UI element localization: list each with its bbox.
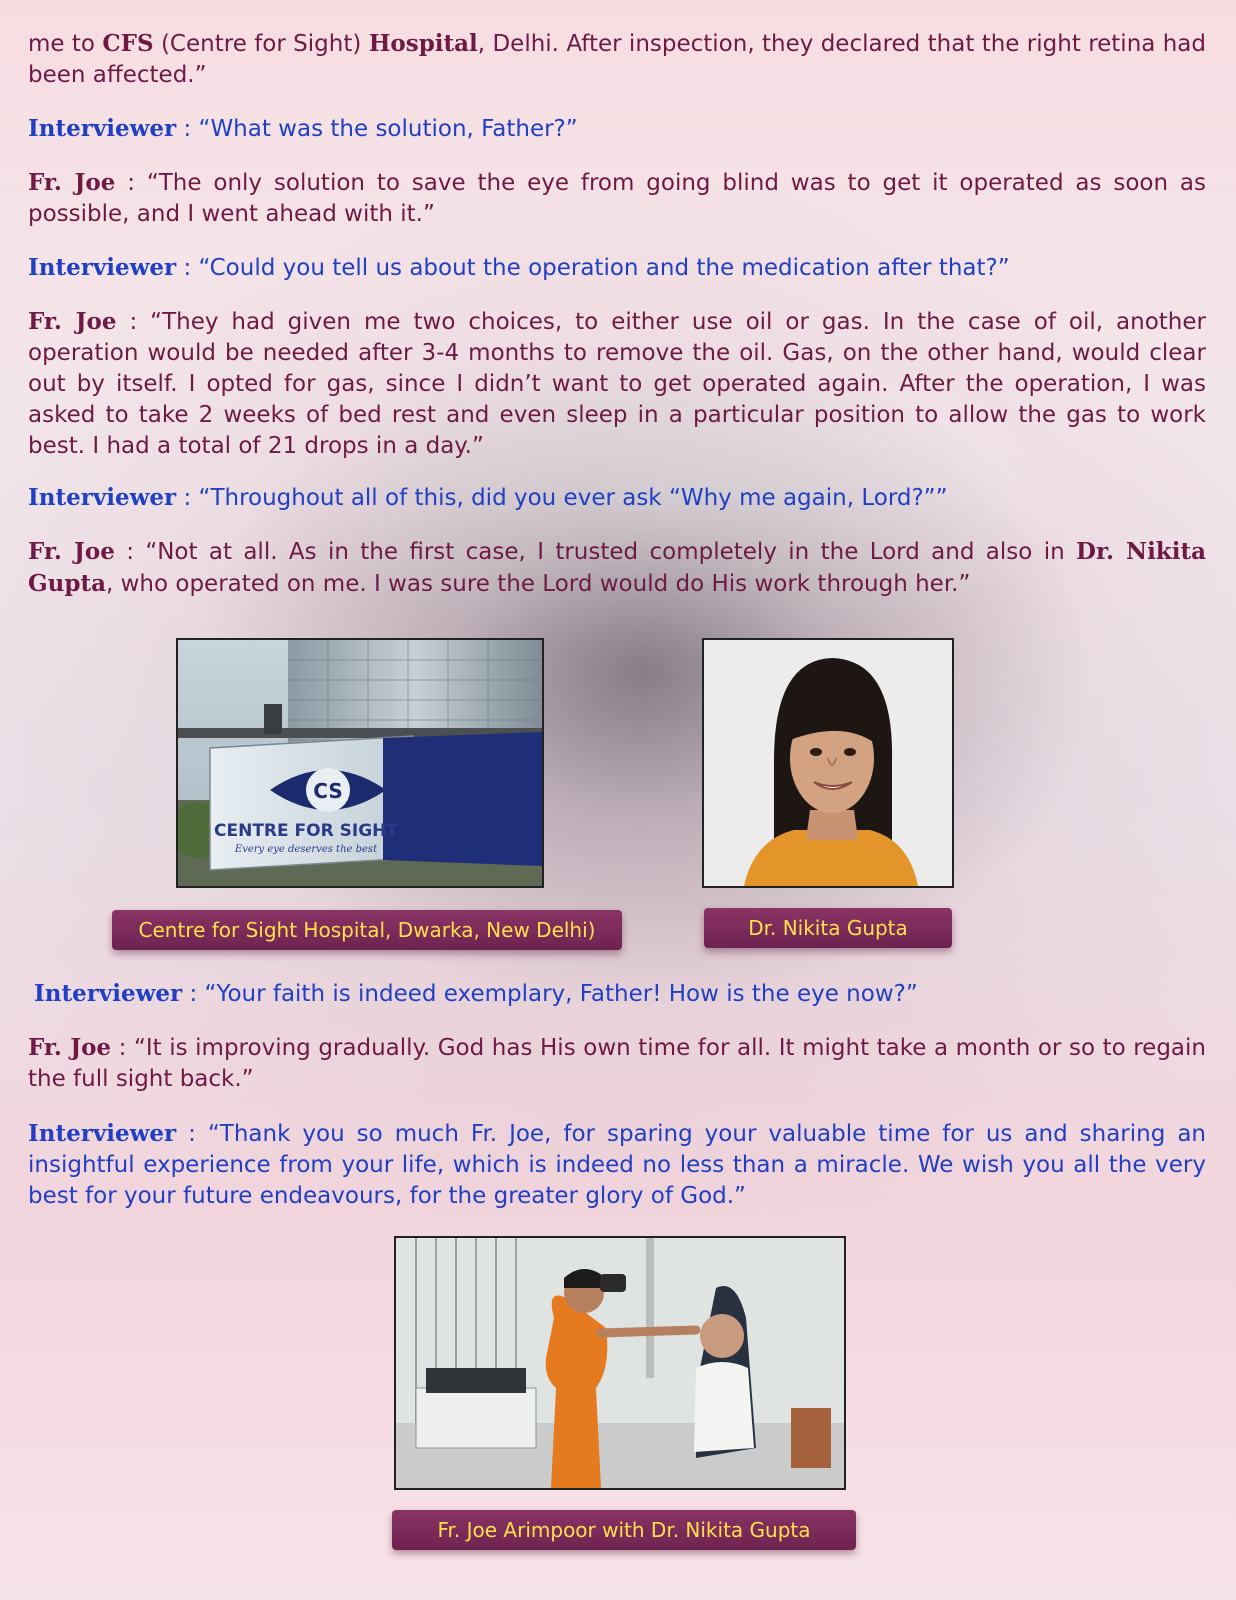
text-run: , Delhi. After inspection, they declared that the right retina had been affected.” [28, 31, 1206, 88]
closing-text: : “Thank you so much Fr. Joe, for sparing your valuable time for us and sharing an insightful experience from your life, which is indeed no less than a miracle. We wish you all the very best for your future endeavours, for the greater glory of God.” [28, 1121, 1206, 1209]
speaker-label: Fr. Joe [28, 169, 116, 196]
speaker-label: Interviewer [34, 980, 183, 1007]
hospital-photo-caption: Centre for Sight Hospital, Dwarka, New Delhi) [112, 910, 622, 950]
interviewer-question-eye-now [34, 978, 1206, 1010]
question-text: : “Could you tell us about the operation and the medication after that?” [176, 255, 1010, 281]
answer-text: : “The only solution to save the eye from going blind was to get it operated as soon as possible, and I went ahead with it.” [28, 170, 1206, 227]
sign-tagline-text: Every eye deserves the best [234, 844, 378, 855]
answer-text: , who operated on me. I was sure the Lord would do His work through her.” [105, 571, 971, 597]
bold-doctor-name: Dr. Nikita Gupta [28, 538, 1207, 597]
question-text: : “Your faith is indeed exemplary, Father! How is the eye now?” [182, 981, 918, 1007]
eye-exam-photo [394, 1236, 846, 1490]
question-text: : “What was the solution, Father?” [176, 116, 578, 142]
text-run: me to [28, 31, 103, 57]
speaker-label: Fr. Joe [28, 538, 115, 565]
interviewer-question-operation [28, 252, 1206, 284]
interviewer-question-solution [28, 113, 1206, 145]
text-run: (Centre for Sight) [153, 31, 369, 57]
speaker-label: Interviewer [28, 1120, 177, 1147]
paragraph-cfs-intro [28, 28, 1206, 91]
sign-name-text: CENTRE FOR SIGHT [214, 821, 398, 841]
speaker-label: Interviewer [28, 254, 177, 281]
interviewer-closing-thanks [28, 1118, 1206, 1212]
doctor-portrait-photo [702, 638, 954, 888]
frjoe-answer-operation [28, 306, 1206, 462]
frjoe-answer-trust [28, 536, 1206, 600]
speaker-label: Interviewer [28, 484, 177, 511]
interviewer-question-why-me [28, 482, 1206, 514]
answer-text: : “It is improving gradually. God has His own time for all. It might take a month or so to regain the full sight back.” [28, 1035, 1206, 1092]
speaker-label: Fr. Joe [28, 1034, 112, 1061]
question-text: : “Throughout all of this, did you ever ask “Why me again, Lord?”” [176, 485, 948, 511]
answer-text: : “Not at all. As in the first case, I trusted completely in the Lord and also in [114, 539, 1077, 565]
speaker-label: Fr. Joe [28, 308, 117, 335]
doctor-photo-caption: Dr. Nikita Gupta [704, 908, 952, 948]
exam-photo-caption: Fr. Joe Arimpoor with Dr. Nikita Gupta [392, 1510, 856, 1550]
bold-cfs: CFS [102, 30, 154, 57]
speaker-label: Interviewer [28, 115, 177, 142]
sign-logo-text: CS [313, 779, 343, 803]
frjoe-answer-solution [28, 167, 1206, 230]
frjoe-answer-improving [28, 1032, 1206, 1095]
hospital-photo [176, 638, 544, 888]
bold-hospital: Hospital [368, 30, 478, 57]
answer-text: : “They had given me two choices, to either use oil or gas. In the case of oil, another operation would be needed after 3-4 months to remove the oil. Gas, on the other hand, would clear out by itself. I opted for gas, since I didn’t want to get operated again. After the operation, I was asked to take 2 weeks of bed rest and even sleep in a particular position to allow the gas to work best. I had a total of 21 drops in a day.” [28, 309, 1206, 459]
